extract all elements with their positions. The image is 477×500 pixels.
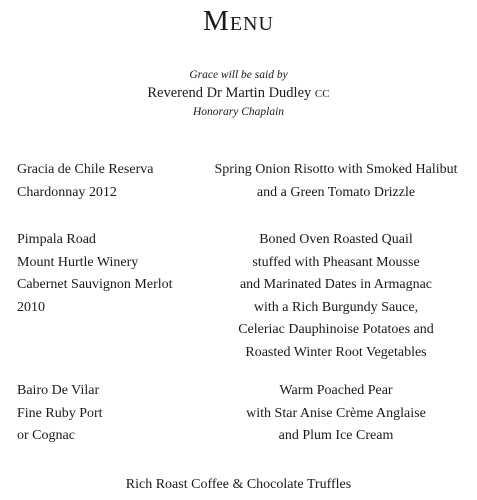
dish-line: stuffed with Pheasant Mousse bbox=[252, 254, 420, 270]
dish-description bbox=[205, 229, 467, 364]
wine-line: Gracia de Chile Reserva bbox=[17, 162, 154, 177]
chaplain-name-line bbox=[0, 83, 477, 104]
wine-line: or Cognac bbox=[17, 428, 75, 443]
dish-line: Spring Onion Risotto with Smoked Halibut bbox=[214, 162, 458, 177]
dish-line: and Marinated Dates in Armagnac bbox=[239, 277, 433, 292]
dish-line: Boned Oven Roasted Quail bbox=[259, 232, 413, 247]
dish-line: with a Rich Burgundy Sauce, bbox=[253, 299, 419, 315]
grace-intro: Grace will be said by bbox=[189, 69, 288, 81]
dish-line: and Plum Ice Cream bbox=[278, 428, 394, 443]
wine-line: Mount Hurtle Winery bbox=[17, 254, 139, 270]
dish-line: Warm Poached Pear bbox=[279, 383, 393, 398]
chaplain-name-suffix: CC bbox=[314, 88, 330, 100]
wine-line: Chardonnay 2012 bbox=[17, 184, 117, 200]
wine-pairing bbox=[17, 380, 217, 448]
wine-line: Cabernet Sauvignon Merlot bbox=[17, 277, 173, 292]
dish-line: Roasted Winter Root Vegetables bbox=[245, 344, 427, 360]
grace-block bbox=[0, 68, 477, 119]
wine-line: Fine Ruby Port bbox=[17, 405, 103, 421]
dish-line: and a Green Tomato Drizzle bbox=[256, 184, 416, 200]
wine-pairing bbox=[17, 159, 217, 204]
closing-course: Rich Roast Coffee & Chocolate Truffles bbox=[125, 477, 352, 492]
wine-line: Pimpala Road bbox=[17, 232, 96, 247]
chaplain-role: Honorary Chaplain bbox=[192, 106, 285, 118]
wine-pairing bbox=[17, 229, 217, 319]
dish-line: Celeriac Dauphinoise Potatoes and bbox=[238, 322, 434, 337]
dish-line: with Star Anise Crème Anglaise bbox=[246, 405, 426, 421]
dish-description bbox=[205, 380, 467, 448]
chaplain-name: Reverend Dr Martin Dudley bbox=[147, 85, 312, 101]
dish-description bbox=[205, 159, 467, 204]
wine-line: Bairo De Vilar bbox=[17, 383, 100, 398]
menu-title: Menu bbox=[203, 5, 274, 37]
wine-line: 2010 bbox=[17, 299, 45, 315]
